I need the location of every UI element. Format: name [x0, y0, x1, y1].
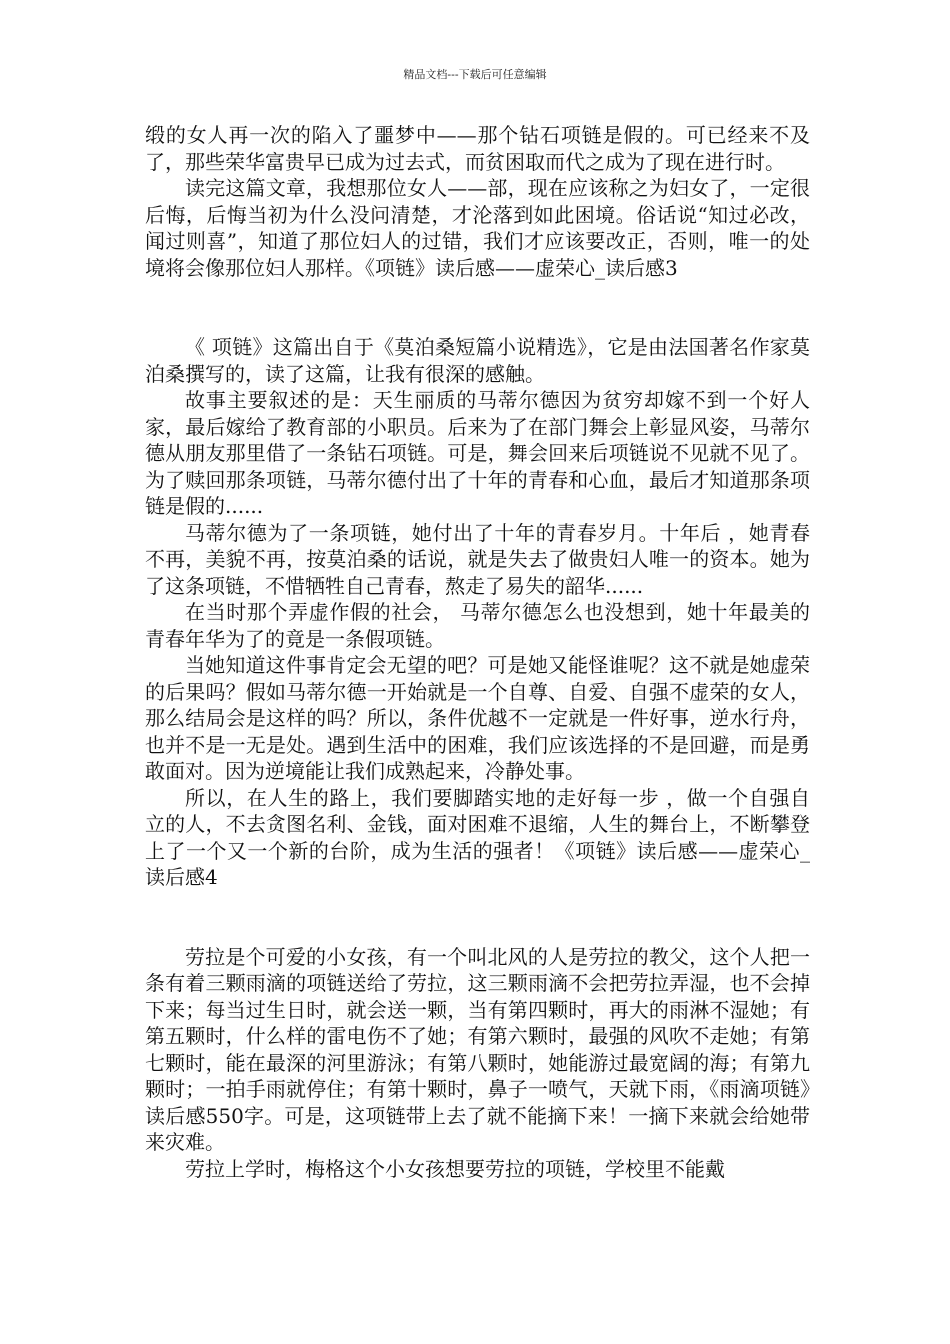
section-gap — [145, 891, 810, 944]
paragraph: 《 项链》这篇出自于《莫泊桑短篇小说精选》，它是由法国著名作家莫泊桑撰写的，读了这篇，让我有很深的感触。 — [145, 335, 810, 386]
page-header: 精品文档---下载后可任意编辑 — [403, 68, 547, 81]
paragraph: 在当时那个弄虚作假的社会， 马蒂尔德怎么也没想到，她十年最美的青春年华为了的竟是一条假项链。 — [145, 600, 810, 651]
document-body — [145, 122, 810, 1182]
section-gap — [145, 281, 810, 334]
paragraph: 劳拉上学时，梅格这个小女孩想要劳拉的项链，学校里不能戴 — [185, 1156, 725, 1181]
paragraph: 缎的女人再一次的陷入了噩梦中——那个钻石项链是假的。可已经来不及了，那些荣华富贵早已成为过去式，而贫困取而代之成为了现在进行时。 — [145, 123, 810, 174]
paragraph: 故事主要叙述的是：天生丽质的马蒂尔德因为贫穷却嫁不到一个好人家，最后嫁给了教育部的小职员。后来为了在部门舞会上彰显风姿，马蒂尔德从朋友那里借了一条钻石项链。可是，舞会回来后项链说不见就不见了。为了赎回那条项链，马蒂尔德付出了十年的青春和心血，最后才知道那条项链是假的...... — [145, 388, 810, 518]
paragraph: 劳拉是个可爱的小女孩，有一个叫北风的人是劳拉的教父，这个人把一条有着三颗雨滴的项链送给了劳拉，这三颗雨滴不会把劳拉弄湿，也不会掉下来；每当过生日时，就会送一颗，当有第四颗时，再大的雨淋不湿她；有第五颗时，什么样的雷电伤不了她；有第六颗时，最强的风吹不走她；有第七颗时，能在最深的河里游泳；有第八颗时，她能游过最宽阔的海；有第九颗时；一拍手雨就停住；有第十颗时，鼻子一喷气，天就下雨，《雨滴项链》读后感550字。可是，这项链带上去了就不能摘下来！一摘下来就会给她带来灾难。 — [145, 944, 810, 1154]
paragraph: 马蒂尔德为了一条项链，她付出了十年的青春岁月。十年后 ，她青春不再，美貌不再，按莫泊桑的话说，就是失去了做贵妇人唯一的资本。她为了这条项链，不惜牺牲自己青春，熬走了易失的韶华...... — [145, 520, 810, 598]
paragraph: 读完这篇文章，我想那位女人——部，现在应该称之为妇女了，一定很后悔，后悔当初为什么没问清楚，才沦落到如此困境。俗话说“知过必改，闻过则喜”，知道了那位妇人的过错，我们才应该要改正，否则，唯一的处境将会像那位妇人那样。《项链》读后感——虚荣心_读后感3 — [145, 176, 810, 280]
paragraph: 所以，在人生的路上，我们要脚踏实地的走好每一步 ，做一个自强自立的人，不去贪图名利、金钱，面对困难不退缩，人生的舞台上，不断攀登上了一个又一个新的台阶，成为生活的强者！《项链》读后感——虚荣心_读后感4 — [145, 785, 810, 889]
paragraph: 当她知道这件事肯定会无望的吧？可是她又能怪谁呢？这不就是她虚荣的后果吗？假如马蒂尔德一开始就是一个自尊、自爱、自强不虚荣的女人，那么结局会是这样的吗？所以，条件优越不一定就是一件好事，逆水行舟，也并不是一无是处。遇到生活中的困难，我们应该选择的不是回避，而是勇敢面对。因为逆境能让我们成熟起来，冷静处事。 — [145, 653, 810, 783]
